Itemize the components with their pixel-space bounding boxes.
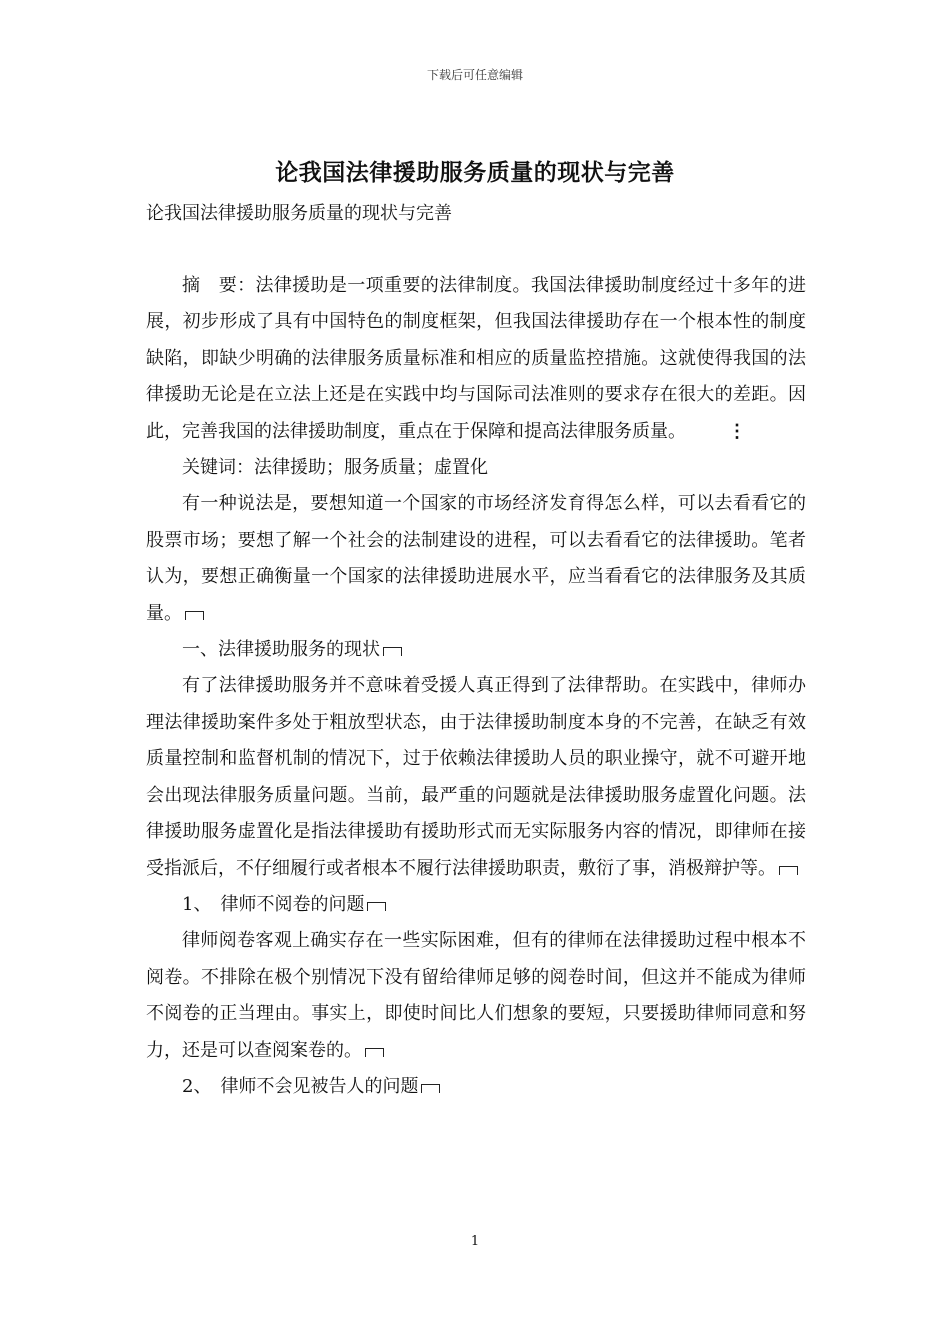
page-number: 1 xyxy=(470,1234,480,1249)
subheading-2 xyxy=(146,1069,806,1105)
paragraph-mark-icon xyxy=(367,902,386,911)
paragraph-mark-icon xyxy=(779,866,798,875)
keywords-text: 关键词：法律援助；服务质量；虚置化 xyxy=(182,457,488,479)
subheading-1 xyxy=(146,887,806,923)
subheading-text: 2、 律师不会见被告人的问题 xyxy=(182,1075,419,1097)
body-text: 有了法律援助服务并不意味着受援人真正得到了法律帮助。在实践中，律师办理法律援助案件多处于粗放型状态，由于法律援助制度本身的不完善，在缺乏有效质量控制和监督机制的情况下，过于依赖法律援助人员的职业操守，就不可避开地会出现法律服务质量问题。当前，最严重的问题就是法律援助服务虚置化问题。法律援助服务虚置化是指法律援助有援助形式而无实际服务内容的情况，即律师在接受指派后，不仔细履行或者根本不履行法律援助职责，敷衍了事，消极辩护等。 xyxy=(146,675,806,879)
keywords-paragraph xyxy=(146,450,806,486)
paragraph-mark-icon xyxy=(365,1048,384,1057)
intro-text: 有一种说法是，要想知道一个国家的市场经济发育得怎么样，可以去看看它的股票市场；要想了解一个社会的法制建设的进程，可以去看看它的法律援助。笔者认为，要想正确衡量一个国家的法律援助进展水平，应当看看它的法律服务及其质量。 xyxy=(146,493,806,624)
section-heading-text: 一、法律援助服务的现状 xyxy=(182,639,380,661)
document-title: 论我国法律援助服务质量的现状与完善 xyxy=(275,159,675,186)
body-text: 律师阅卷客观上确实存在一些实际困难，但有的律师在法律援助过程中根本不阅卷。不排除在极个别情况下没有留给律师足够的阅卷时间，但这并不能成为律师不阅卷的正当理由。事实上，即使时间比人们想象的要短，只要援助律师同意和努力，还是可以查阅案卷的。 xyxy=(146,930,806,1061)
abstract-text: 摘 要：法律援助是一项重要的法律制度。我国法律援助制度经过十多年的进展，初步形成了具有中国特色的制度框架，但我国法律援助存在一个根本性的制度缺陷，即缺少明确的法律服务质量标准和相应的质量监控措施。这就使得我国的法律援助无论是在立法上还是在实践中均与国际司法准则的要求存在很大的差距。因此，完善我国的法律援助制度，重点在于保障和提高法律服务质量。 xyxy=(146,275,806,442)
section-heading-1 xyxy=(146,632,806,668)
ellipsis-mark-icon: ⋮ xyxy=(728,420,746,442)
paragraph-mark-icon xyxy=(185,611,204,620)
body-paragraph xyxy=(146,668,806,886)
header-note: 下载后可任意编辑 xyxy=(426,68,523,82)
paragraph-mark-icon xyxy=(383,647,402,656)
body-paragraph xyxy=(146,923,806,1069)
document-body xyxy=(146,268,806,1105)
paragraph-mark-icon xyxy=(421,1084,440,1093)
subheading-text: 1、 律师不阅卷的问题 xyxy=(182,893,365,915)
document-subtitle: 论我国法律援助服务质量的现状与完善 xyxy=(146,203,452,224)
abstract-paragraph xyxy=(146,268,806,450)
intro-paragraph xyxy=(146,486,806,632)
